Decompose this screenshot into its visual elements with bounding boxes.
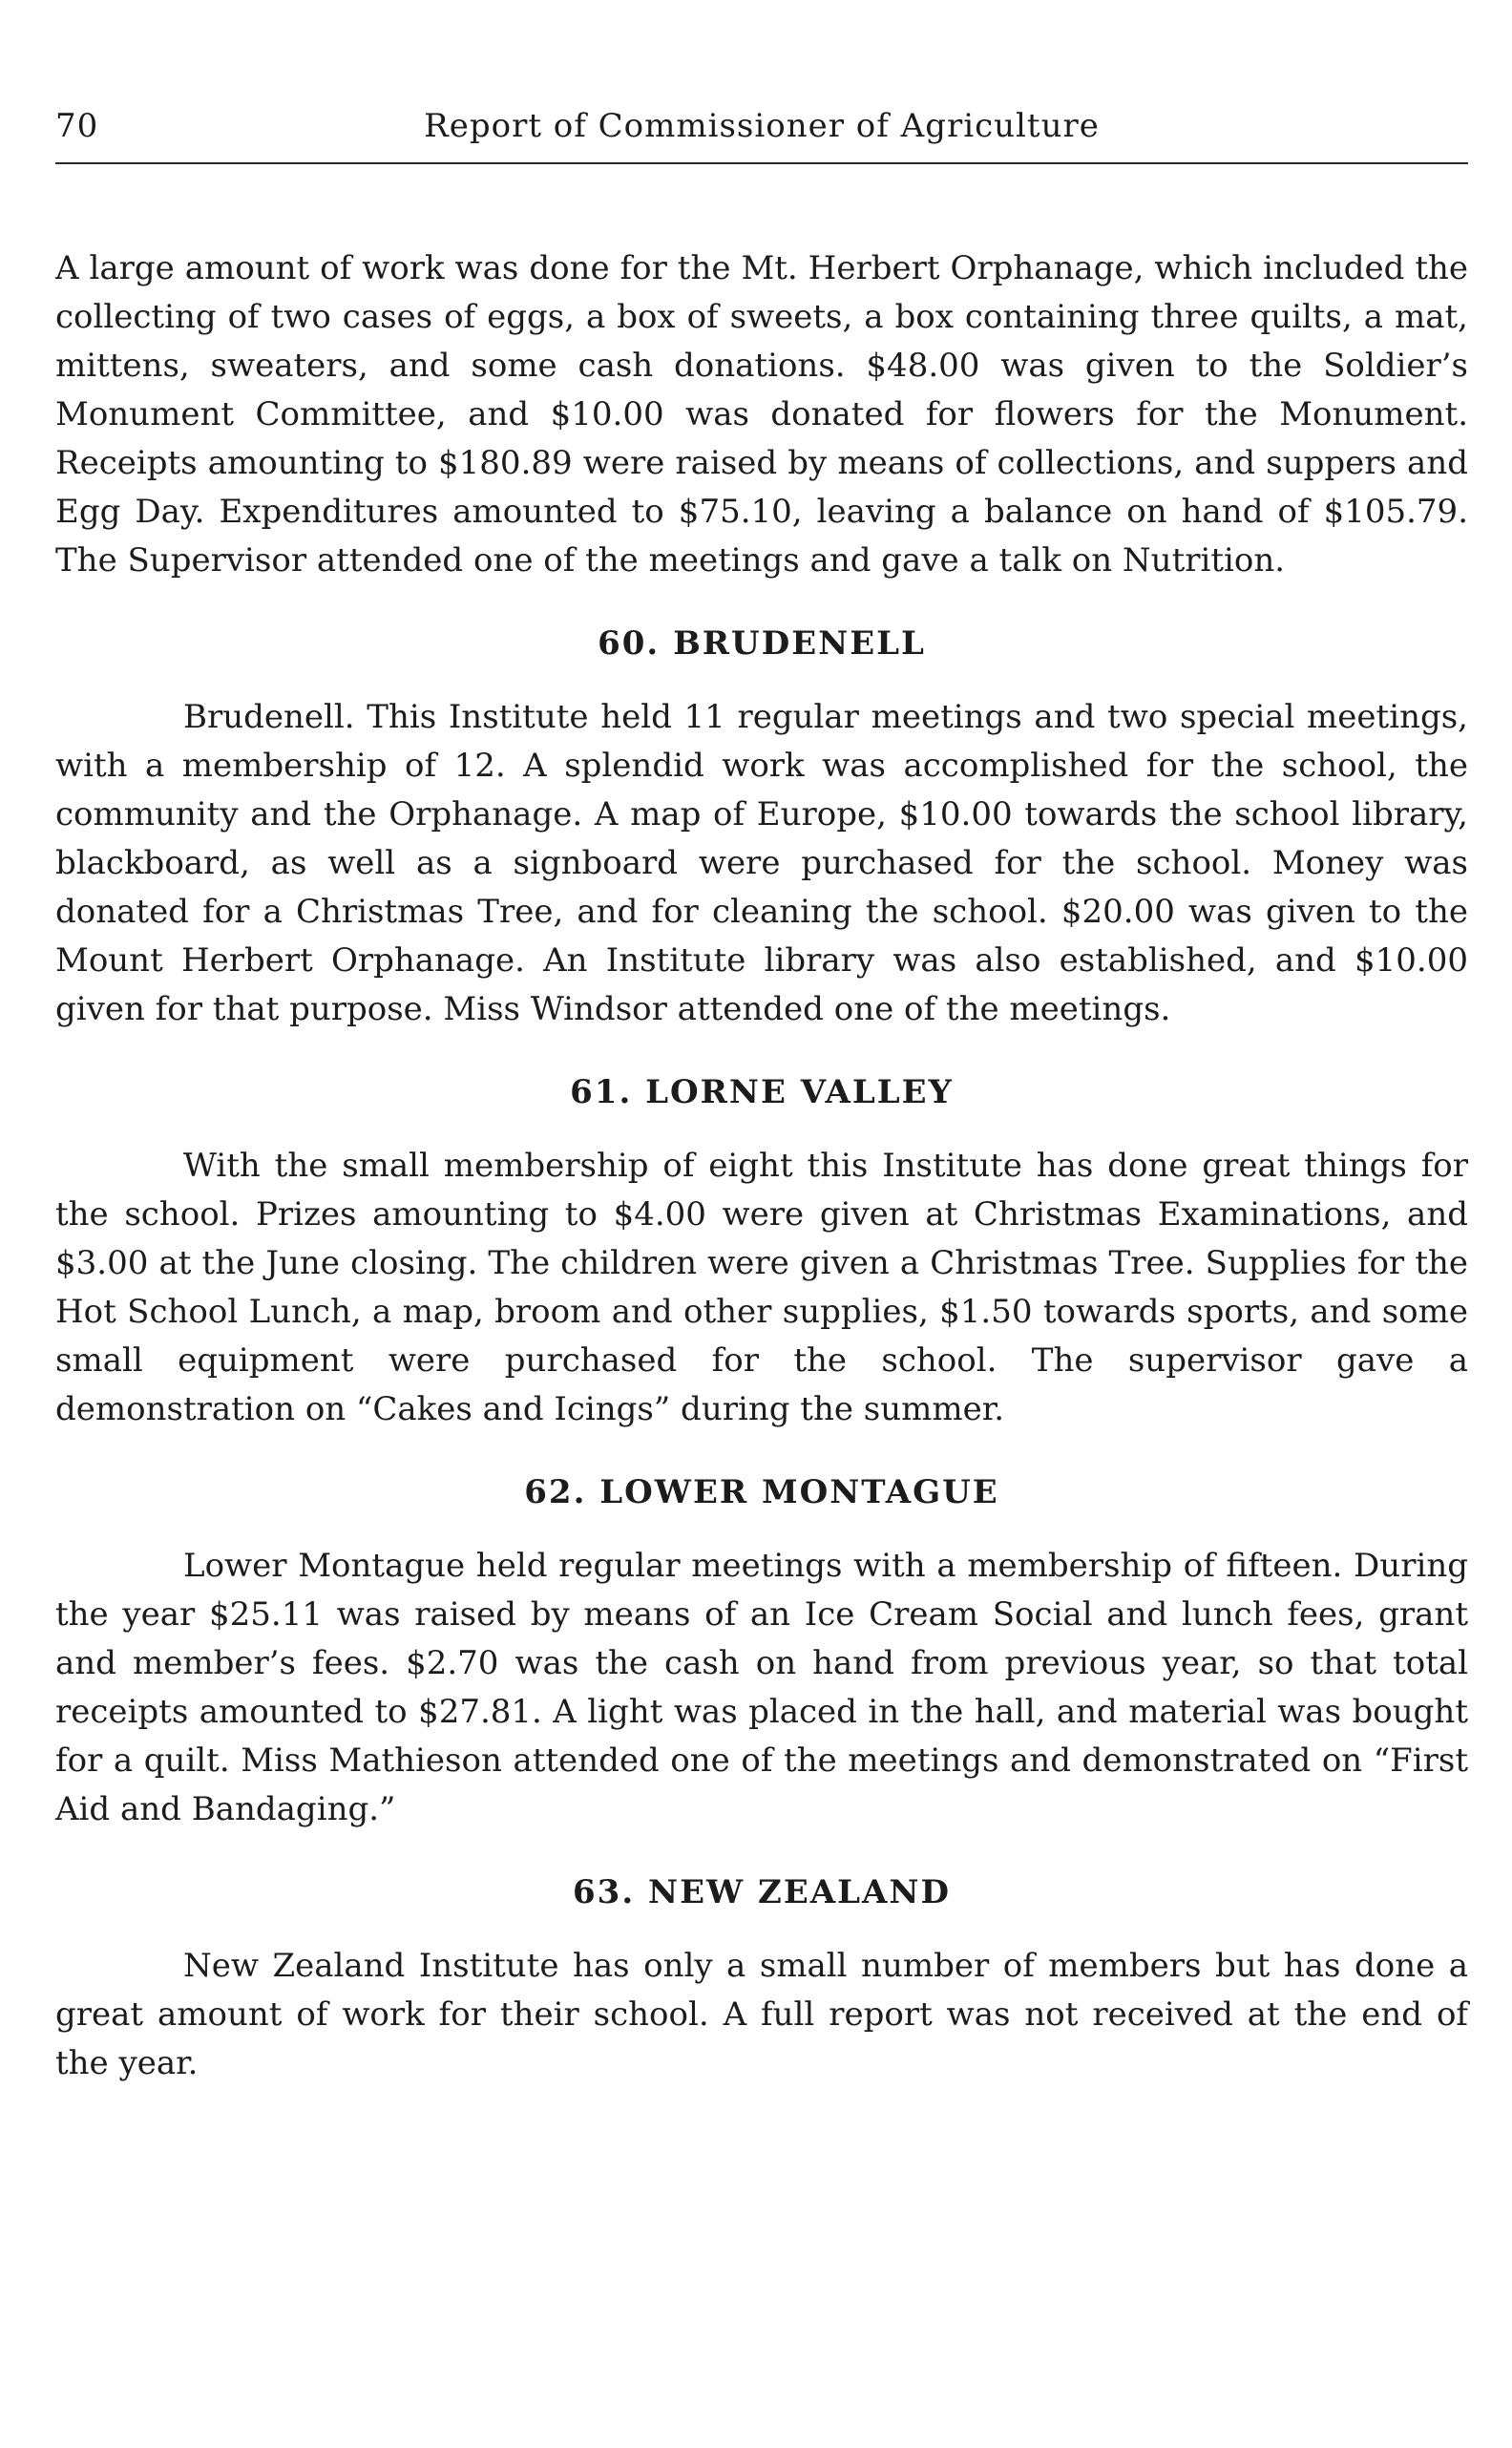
section-paragraph: Brudenell. This Institute held 11 regular meetings and two special meetings, with a membership of 12. A splendid work was accomplished for the school, the community and the Orphanage. A map of Europe, $10.00 towards the school library, blackboard, as well as a signboard were purchased for the school. Money was donated for a Christmas Tree, and for cleaning the school. $20.00 was given to the Mount Herbert Orphanage. An Institute library was also established, and $10.00 given for that purpose. Miss Windsor attended one of the meetings. [55,698,1468,1028]
header-rule [55,162,1468,164]
section-heading: 61. LORNE VALLEY [570,1073,954,1111]
section-brudenell [55,620,1468,1034]
section-lorne-valley [55,1068,1468,1434]
section-heading: 62. LOWER MONTAGUE [524,1473,999,1511]
intro-paragraph: A large amount of work was done for the Mt. Herbert Orphanage, which included the collecting of two cases of eggs, a box of sweets, a box containing three quilts, a mat, mittens, sweaters, and some cash donations. $48.00 was given to the Soldier’s Monument Committee, and $10.00 was donated for flowers for the Monument. Receipts amounting to $180.89 were raised by means of collections, and suppers and Egg Day. Expenditures amounted to $75.10, leaving a balance on hand of $105.79. The Supervisor attended one of the meetings and gave a talk on Nutrition. [55,249,1468,580]
page-header [55,95,1468,153]
section-paragraph: New Zealand Institute has only a small number of members but has done a great amount of work for their school. A full report was not received at the end of the year. [55,1947,1468,2082]
section-lower-montague [55,1468,1468,1834]
section-heading: 63. NEW ZEALAND [573,1873,951,1911]
section-paragraph: With the small membership of eight this Institute has done great things for the school. Prizes amounting to $4.00 were given at Christmas Examinations, and $3.00 at the June closing. The children were given a Christmas Tree. Supplies for the Hot School Lunch, a map, broom and other supplies, $1.50 towards sports, and some small equipment were purchased for the school. The supervisor gave a demonstration on “Cakes and Icings” during the summer. [55,1147,1468,1428]
page-body [55,244,1468,2088]
section-heading: 60. BRUDENELL [598,624,926,663]
running-head: Report of Commissioner of Agriculture [424,107,1100,145]
page-number: 70 [55,107,99,145]
section-paragraph: Lower Montague held regular meetings with a membership of fifteen. During the year $25.11 was raised by means of an Ice Cream Social and lunch fees, grant and member’s fees. $2.70 was the cash on hand from previous year, so that total receipts amounted to $27.81. A light was placed in the hall, and material was bought for a quilt. Miss Mathieson attended one of the meetings and demonstrated on “First Aid and Bandaging.” [55,1547,1468,1828]
section-new-zealand [55,1868,1468,2088]
